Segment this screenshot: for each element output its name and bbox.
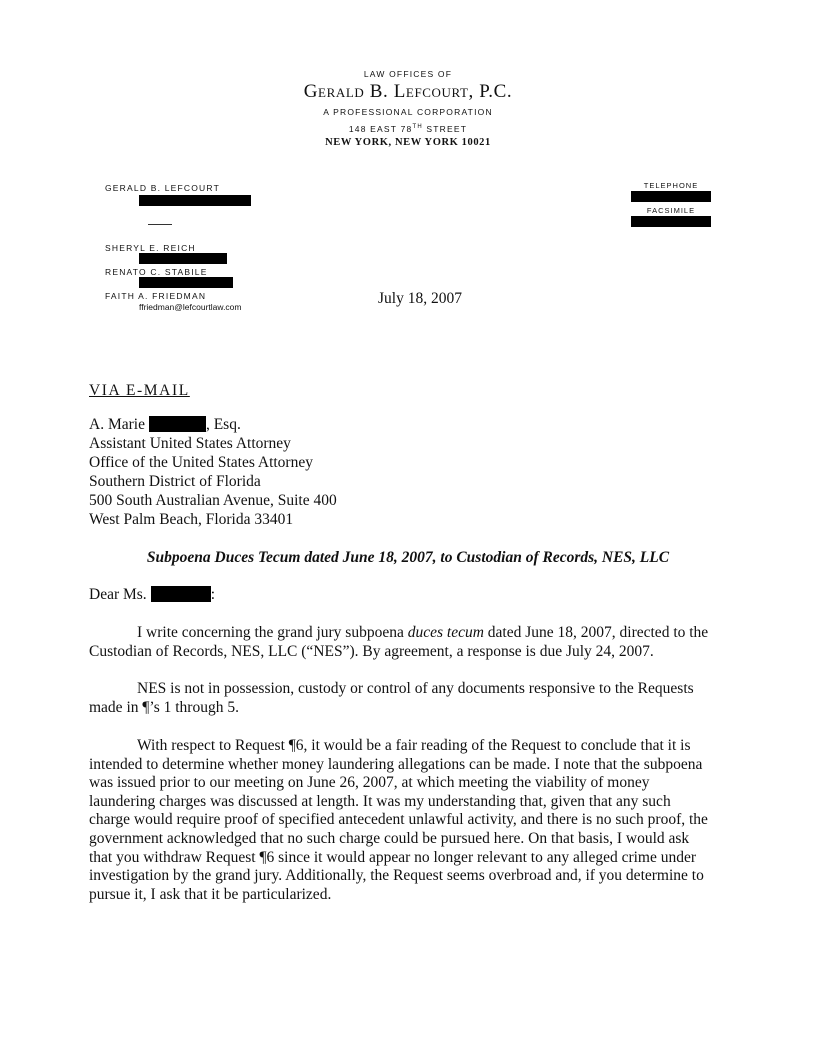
salutation [89, 586, 215, 605]
p1-duces-tecum: duces tecum [407, 624, 484, 641]
subject-line: Subpoena Duces Tecum dated June 18, 2007, to Custodian of Records, NES, LLC [146, 549, 670, 566]
body-paragraph-1 [89, 624, 715, 661]
law-offices-label: LAW OFFICES OF [363, 69, 453, 79]
street-suffix: TH [412, 124, 423, 131]
redaction-block [139, 195, 251, 206]
facsimile-label: FACSIMILE [646, 206, 696, 215]
delivery-method: VIA E-MAIL [89, 382, 190, 399]
redaction-block [139, 277, 233, 288]
salutation-prefix: Dear Ms. [89, 586, 147, 603]
street-number: 148 EAST 78 [348, 124, 413, 134]
salutation-suffix: : [210, 586, 215, 603]
redaction-block [139, 253, 227, 264]
corporation-label: A PROFESSIONAL CORPORATION [323, 107, 493, 117]
redaction-block [149, 416, 206, 432]
letter-date: July 18, 2007 [378, 290, 462, 307]
recipient-street: 500 South Australian Avenue, Suite 400 [89, 492, 337, 509]
body-paragraph-3: With respect to Request ¶6, it would be a fair reading of the Request to conclude that it is intended to determine whether money laundering allegations can be made. I note that the subpoena was issued prior to our meeting on June 26, 2007, at which meeting the viability of money laundering charges was discussed at length. It was my understanding that, given that any such charge would require proof of specified antecedent unlawful activity, and there is no such proof, the government acknowledged that no such charge could be pursued here. On that basis, I would ask that you withdraw Request ¶6 since it would appear no longer relevant to any alleged crime under investigation by the grand jury. Additionally, the Request seems overbroad and, if you determine to pursue it, I ask that it be particularized. [89, 737, 708, 903]
city-state-zip: NEW YORK, NEW YORK 10021 [325, 137, 491, 148]
street-name: STREET [426, 124, 468, 134]
divider-line [148, 224, 172, 225]
recipient-name [89, 416, 241, 435]
attorney-lefcourt: GERALD B. LEFCOURT [105, 183, 220, 193]
recipient-city: West Palm Beach, Florida 33401 [89, 511, 294, 528]
redaction-block [631, 191, 711, 202]
p1-text-a: I write concerning the grand jury subpoena [137, 624, 408, 641]
redaction-block [631, 216, 711, 227]
body-paragraph-2: NES is not in possession, custody or control of any documents responsive to the Requests made in ¶’s 1 through 5. [89, 680, 694, 716]
p1-text-b: dated June 18, 2007, directed to the Custodian of Records, NES, LLC (“NES”). By agreement, a response is due July 24, 2007. [89, 624, 709, 660]
attorney-reich: SHERYL E. REICH [105, 243, 196, 253]
redaction-block [151, 586, 211, 602]
recipient-district: Southern District of Florida [89, 473, 261, 490]
firm-name: Gerald B. Lefcourt, P.C. [303, 81, 513, 102]
friedman-email: ffriedman@lefcourtlaw.com [139, 302, 242, 312]
attorney-stabile: RENATO C. STABILE [105, 267, 208, 277]
street-address [0, 124, 816, 134]
recipient-name-prefix: A. Marie [89, 416, 145, 433]
recipient-office: Office of the United States Attorney [89, 454, 313, 471]
recipient-title: Assistant United States Attorney [89, 435, 291, 452]
recipient-name-suffix: , Esq. [205, 416, 241, 433]
telephone-label: TELEPHONE [643, 181, 699, 190]
attorney-friedman: FAITH A. FRIEDMAN [105, 291, 207, 301]
